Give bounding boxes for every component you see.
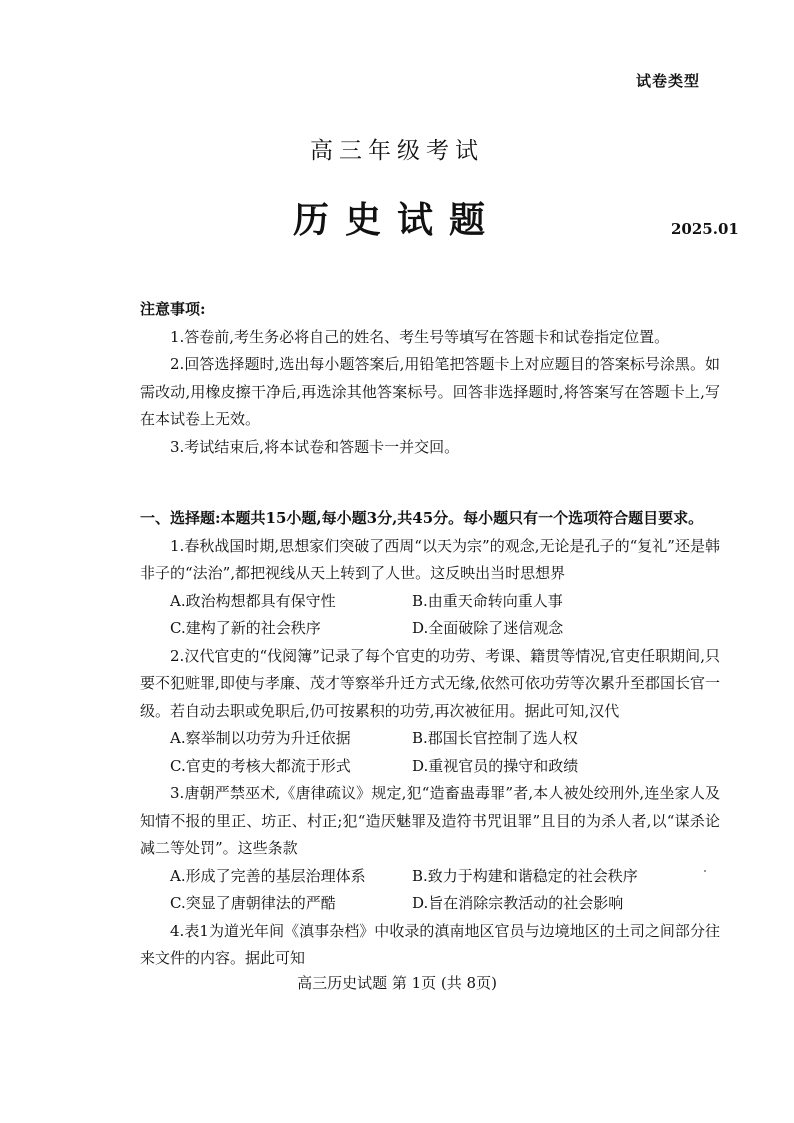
section-heading: 一、选择题:本题共15小题,每小题3分,共45分。每小题只有一个选项符合题目要求。 <box>140 509 704 527</box>
option: B.致力于构建和谐稳定的社会秩序 <box>412 866 638 885</box>
options-row <box>140 615 720 643</box>
question-stem: 2.汉代官吏的“伐阅簿”记录了每个官吏的功劳、考课、籍贯等情况,官吏任职期间,只要不犯赃罪,即使与孝廉、茂才等察举升迁方式无缘,依然可依功劳等次累升至郡国长官一级。若自动去职或免职后,仍可按累积的功劳,再次被征用。据此可知,汉代 <box>140 646 720 720</box>
options-row <box>140 863 720 891</box>
paper-type-label: 试卷类型 <box>635 72 700 90</box>
question-stem: 4.表1为道光年间《滇事杂档》中收录的滇南地区官员与边境地区的土司之间部分往来文件的内容。据此可知 <box>140 921 720 967</box>
scan-speck <box>704 870 706 872</box>
subject-title: 历史试题 <box>292 199 501 241</box>
option: B.郡国长官控制了选人权 <box>412 729 578 747</box>
options-row <box>140 890 720 918</box>
option: D.全面破除了迷信观念 <box>412 619 564 637</box>
page-footer: 高三历史试题 第 1页 (共 8页) <box>297 974 497 992</box>
options-row <box>140 753 720 781</box>
notice-title: 注意事项: <box>140 300 206 318</box>
notice-item: 3.考试结束后,将本试卷和答题卡一并交回。 <box>170 437 460 456</box>
notice-block <box>140 296 720 461</box>
option: C.建构了新的社会秩序 <box>170 619 321 637</box>
exam-date: 2025.01 <box>671 220 739 238</box>
option: C.突显了唐朝律法的严酷 <box>170 894 336 912</box>
option: A.察举制以功劳为升迁依据 <box>170 729 351 747</box>
notice-item: 2.回答选择题时,选出每小题答案后,用铅笔把答题卡上对应题目的答案标号涂黑。如需改动,用橡皮擦干净后,再选涂其他答案标号。回答非选择题时,将答案写在答题卡上,写在本试卷上无效。 <box>140 355 720 428</box>
question-stem: 1.春秋战国时期,思想家们突破了西周“以天为宗”的观念,无论是孔子的“复礼”还是韩非子的“法治”,都把视线从天上转到了人世。这反映出当时思想界 <box>140 536 720 582</box>
option: D.重视官员的操守和政绩 <box>412 756 579 775</box>
option: A.形成了完善的基层治理体系 <box>170 866 366 885</box>
notice-item: 1.答卷前,考生务必将自己的姓名、考生号等填写在答题卡和试卷指定位置。 <box>170 327 670 346</box>
grade-title: 高三年级考试 <box>310 138 484 164</box>
option: C.官吏的考核大都流于形式 <box>170 756 351 775</box>
option: B.由重天命转向重人事 <box>412 591 563 610</box>
options-row <box>140 588 720 616</box>
option: D.旨在消除宗教活动的社会影响 <box>412 894 624 912</box>
multiple-choice-section <box>140 505 720 973</box>
question-stem: 3.唐朝严禁巫术,《唐律疏议》规定,犯“造畜蛊毒罪”者,本人被处绞刑外,连坐家人及知情不报的里正、坊正、村正;犯“造厌魅罪及造符书咒诅罪”且目的为杀人者,以“谋杀论减二等处罚”。这些条款 <box>140 784 720 857</box>
option: A.政治构想都具有保守性 <box>170 591 336 610</box>
options-row <box>140 725 720 753</box>
